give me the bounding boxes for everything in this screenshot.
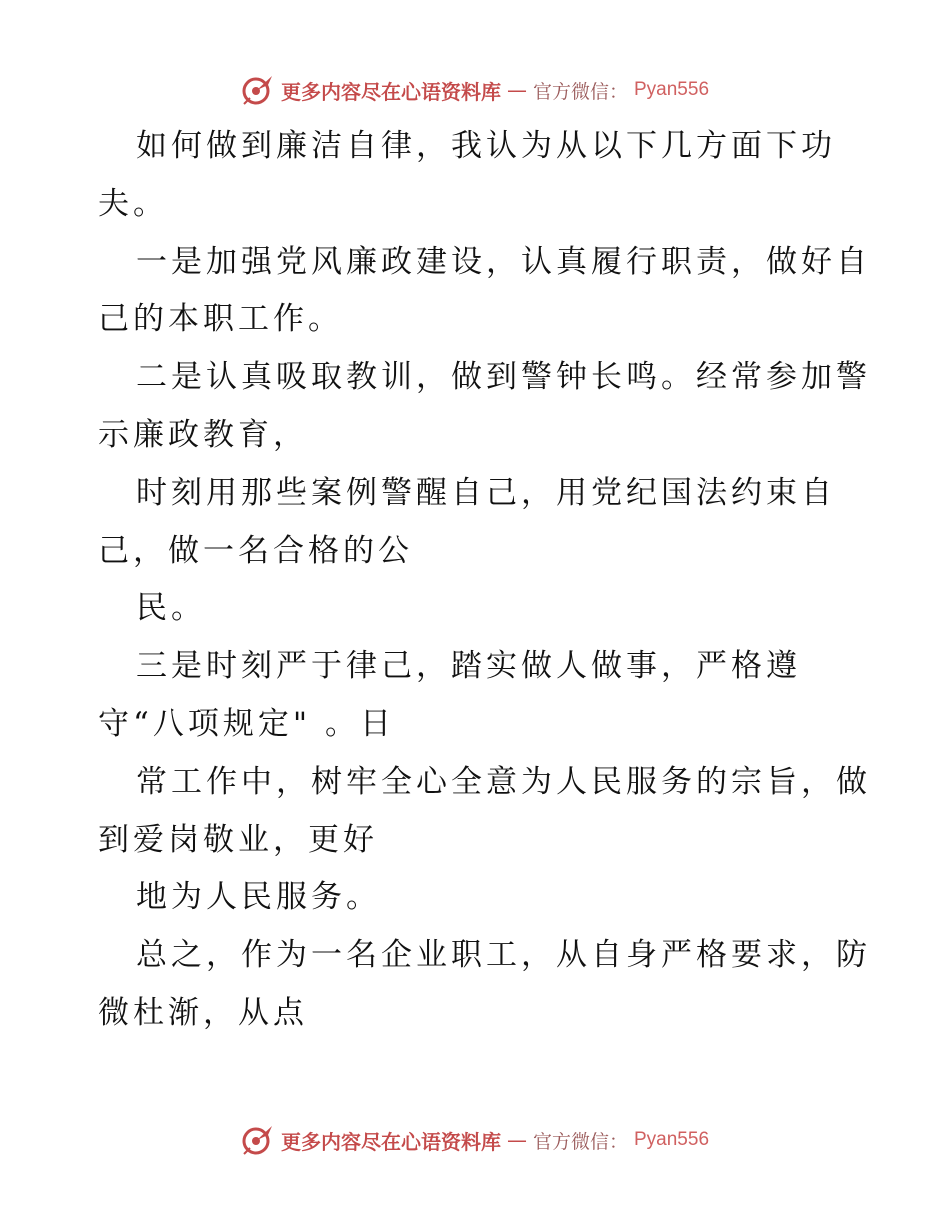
wechat-id: Pyan556 (634, 79, 710, 100)
wechat-label: 官方微信： (532, 80, 628, 103)
paragraph-line: 己的本职工作。 (98, 301, 343, 338)
paragraph-line: 民。 (136, 590, 206, 627)
site-text: 更多内容尽在心语资料库 (280, 1129, 501, 1154)
paragraph-line: 二是认真吸取教训，做到警钟长鸣。经常参加警 (136, 359, 871, 396)
header-banner (0, 70, 950, 110)
paragraph-line: 常工作中，树牢全心全意为人民服务的宗旨，做 (136, 763, 871, 800)
paragraph-line: 一是加强党风廉政建设，认真履行职责，做好自 (136, 243, 871, 280)
paragraph-line: 守“八项规定" 。日 (98, 705, 395, 742)
paragraph-line: 夫。 (98, 185, 168, 222)
separator: — (506, 1128, 527, 1152)
paragraph-line: 微杜渐，从点 (98, 994, 308, 1031)
feather-pen-circle-icon (241, 73, 275, 107)
paragraph-line: 地为人民服务。 (136, 879, 381, 916)
paragraph-line: 示廉政教育， (98, 416, 308, 453)
paragraph-line: 如何做到廉洁自律，我认为从以下几方面下功 (136, 128, 836, 164)
paragraph-line: 己，做一名合格的公 (98, 532, 413, 569)
wechat-id: Pyan556 (634, 1129, 710, 1150)
separator: — (506, 78, 527, 102)
paragraph-line: 到爱岗敬业，更好 (98, 821, 378, 858)
document-body (98, 118, 878, 1043)
site-text: 更多内容尽在心语资料库 (280, 79, 501, 104)
paragraph-line: 总之，作为一名企业职工，从自身严格要求，防 (136, 937, 871, 974)
feather-pen-circle-icon (241, 1123, 275, 1157)
wechat-label: 官方微信： (532, 1130, 628, 1153)
footer-banner (0, 1120, 950, 1160)
paragraph-line: 时刻用那些案例警醒自己，用党纪国法约束自 (136, 474, 836, 511)
paragraph-line: 三是时刻严于律己，踏实做人做事，严格遵 (136, 648, 801, 685)
